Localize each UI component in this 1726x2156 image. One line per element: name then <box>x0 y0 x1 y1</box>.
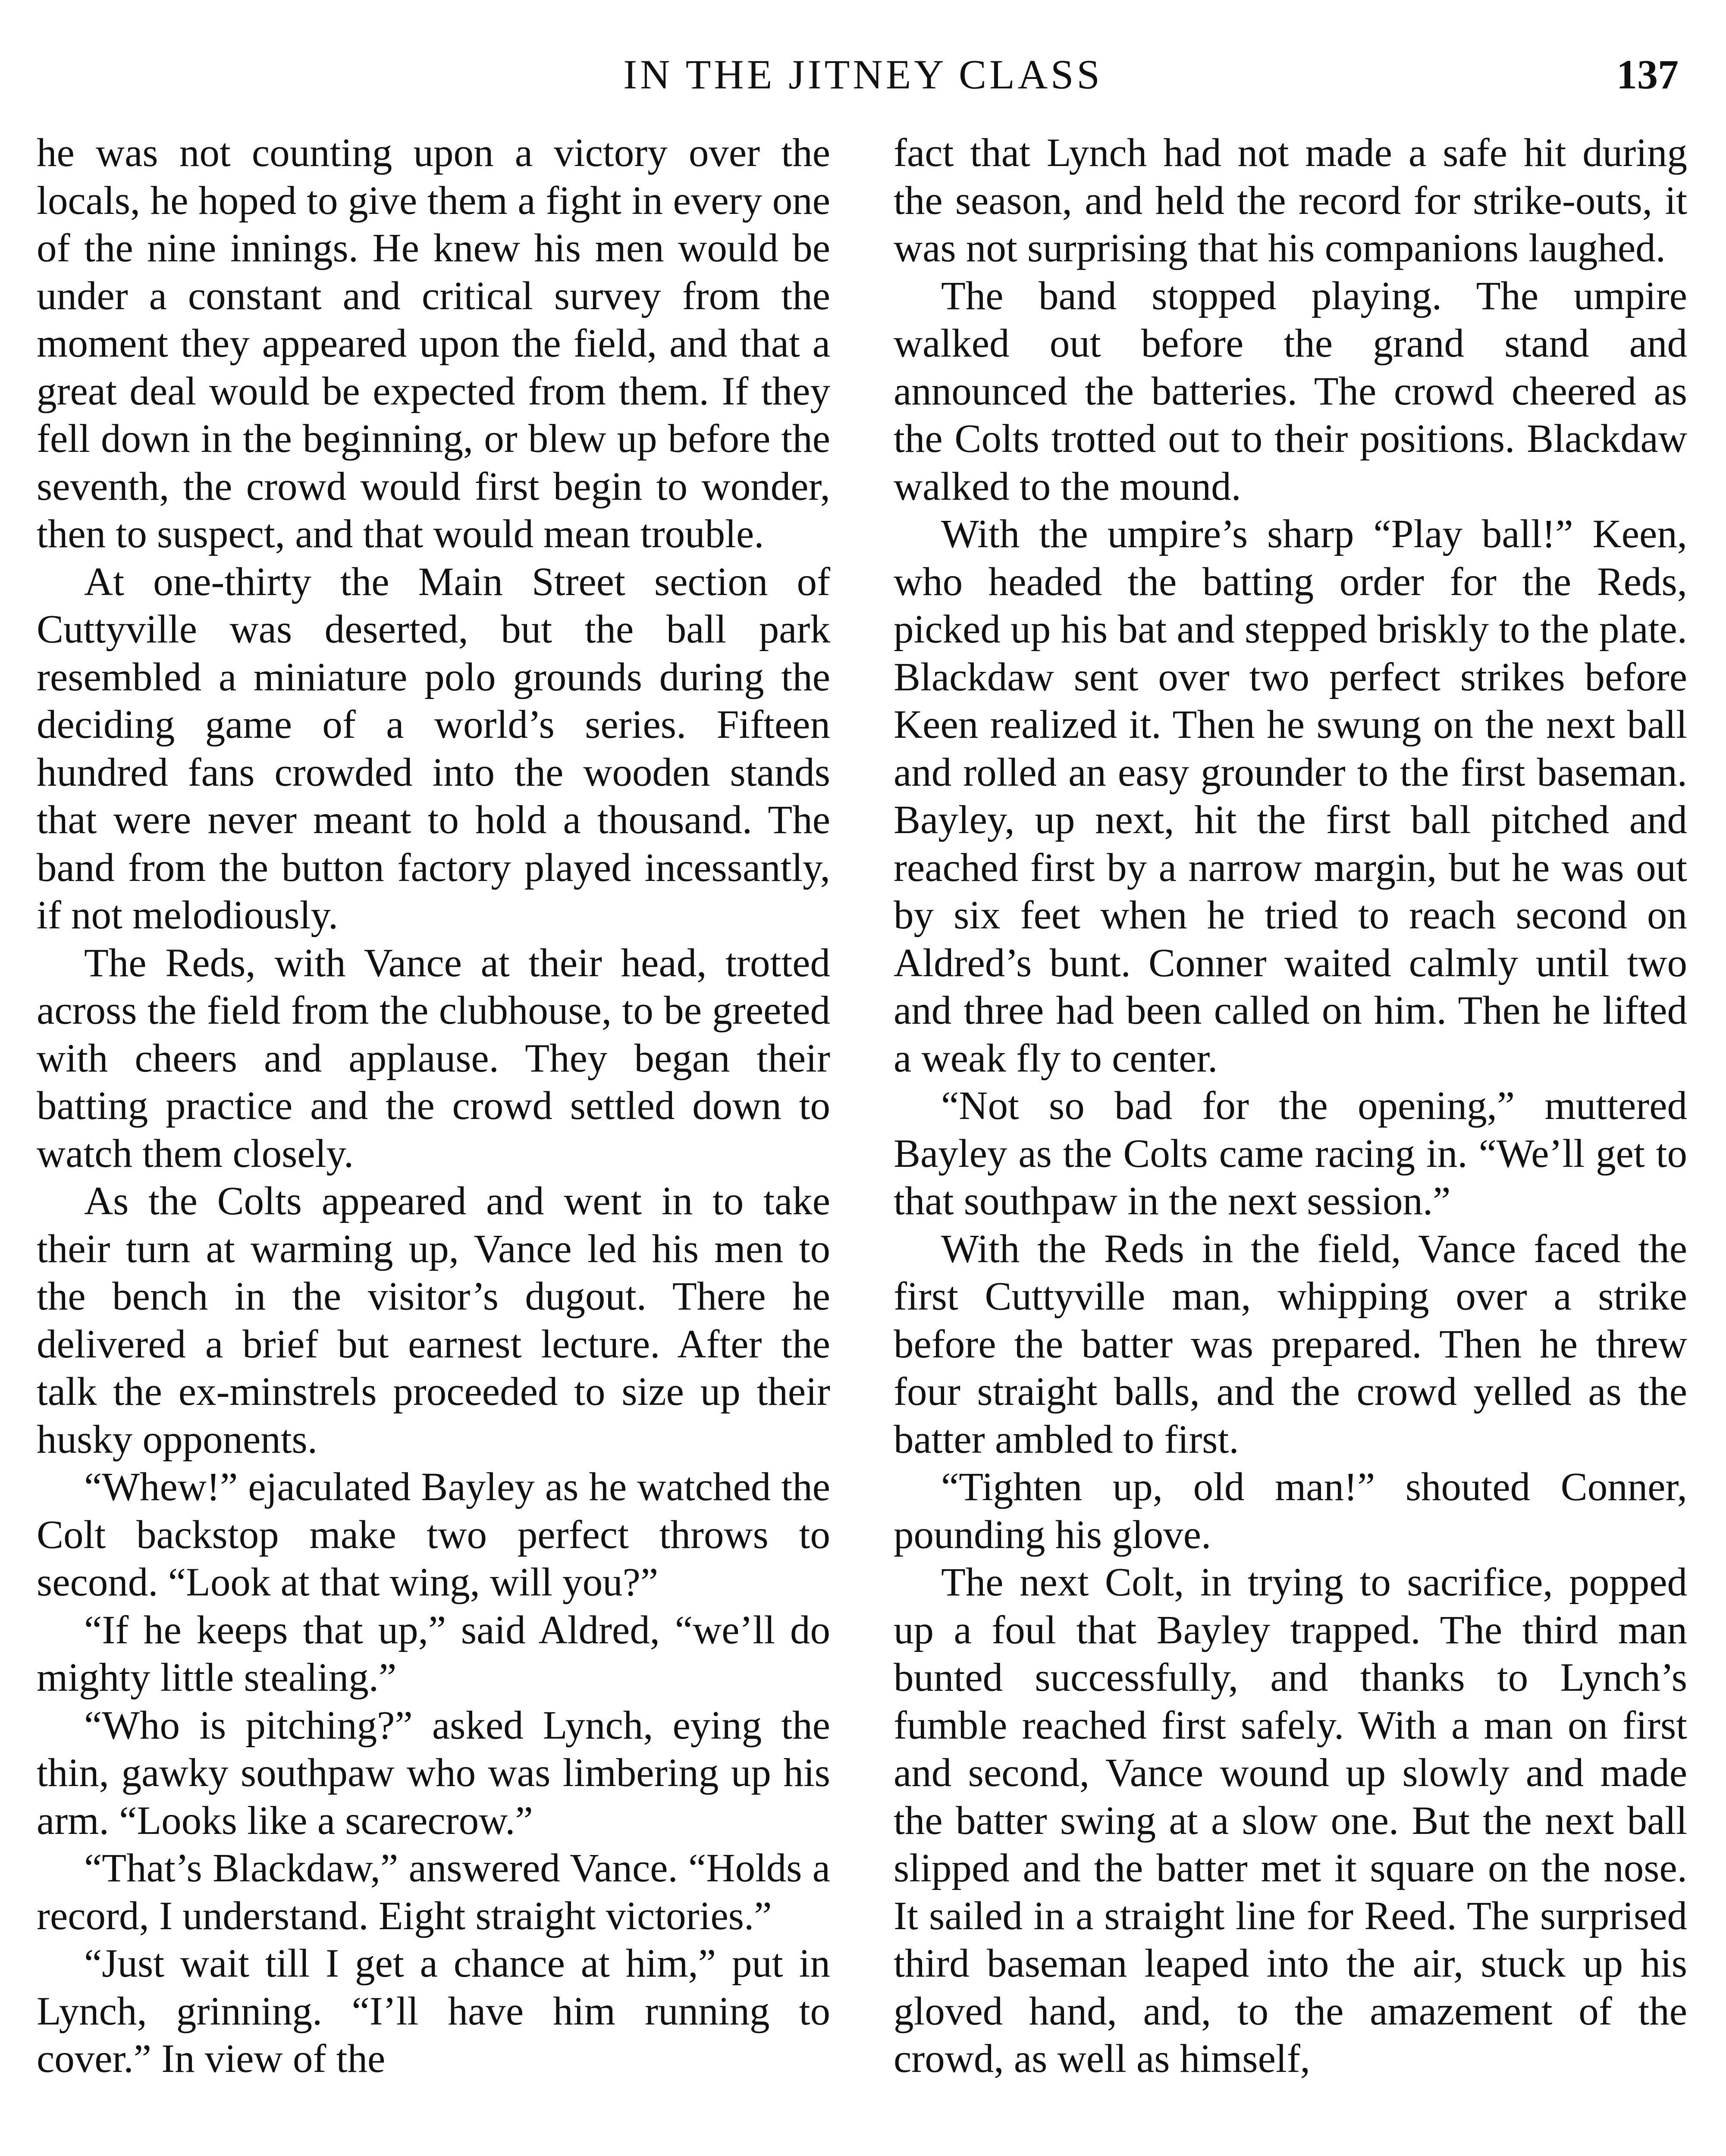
paragraph: The band stopped playing. The umpire walked out before the grand stand and announced the batteries. The crowd cheered as the Colts trotted out to their positions. Blackdaw walked to the mound. <box>894 273 1687 509</box>
right-column <box>894 129 1687 2083</box>
paragraph: “Just wait till I get a chance at him,” put in Lynch, grinning. “I’ll have him running to cover.” In view of the <box>37 1941 830 2081</box>
paragraph: “Whew!” ejaculated Bayley as he watched the Colt backstop make two perfect throws to second. “Look at that wing, will you?” <box>37 1465 830 1604</box>
paragraph: With the Reds in the field, Vance faced the first Cuttyville man, whipping over a strike before the batter was prepared. Then he threw four straight balls, and the crowd yelled as the batter ambled to first. <box>894 1226 1687 1462</box>
running-title: IN THE JITNEY CLASS <box>623 51 1103 97</box>
paragraph: The next Colt, in trying to sacrifice, popped up a foul that Bayley trapped. The third man bunted successfully, and thanks to Lynch’s fumble reached first safely. With a man on first and second, Vance wound up slowly and made the batter swing at a slow one. But the next ball slipped and the batter met it square on the nose. It sailed in a straight line for Reed. The surprised third baseman leaped into the air, stuck up his gloved hand, and, to the amazement of the crowd, as well as himself, <box>894 1560 1687 2081</box>
page-number: 137 <box>1616 51 1679 97</box>
paragraph: he was not counting upon a victory over the locals, he hoped to give them a fight in every one of the nine innings. He knew his men would be under a constant and critical survey from the moment they appeared upon the field, and that a great deal would be expected from them. If they fell down in the beginning, or blew up before the seventh, the crowd would first begin to wonder, then to suspect, and that would mean trouble. <box>37 131 830 556</box>
paragraph: As the Colts appeared and went in to take their turn at warming up, Vance led his men to the bench in the visitor’s dugout. There he delivered a brief but earnest lecture. After the talk the ex-minstrels proceeded to size up their husky opponents. <box>37 1179 830 1462</box>
paragraph: With the umpire’s sharp “Play ball!” Keen, who headed the batting order for the Reds, picked up his bat and stepped briskly to the plate. Blackdaw sent over two perfect strikes before Keen realized it. Then he swung on the next ball and rolled an easy grounder to the first baseman. Bayley, up next, hit the first ball pitched and reached first by a narrow margin, but he was out by six feet when he tried to reach second on Aldred’s bunt. Conner waited calmly until two and three had been called on him. Then he lifted a weak fly to center. <box>894 512 1687 1081</box>
paragraph: “Tighten up, old man!” shouted Conner, pounding his glove. <box>894 1465 1687 1557</box>
left-column <box>37 129 830 2083</box>
paragraph: “That’s Blackdaw,” answered Vance. “Holds a record, I understand. Eight straight victories.” <box>37 1846 830 1938</box>
paragraph: fact that Lynch had not made a safe hit during the season, and held the record for strike-outs, it was not surprising that his companions laughed. <box>894 131 1687 270</box>
paragraph: “Who is pitching?” asked Lynch, eying the thin, gawky southpaw who was limbering up his arm. “Looks like a scarecrow.” <box>37 1703 830 1843</box>
paragraph: At one-thirty the Main Street section of Cuttyville was deserted, but the ball park resembled a miniature polo grounds during the deciding game of a world’s series. Fifteen hundred fans crowded into the wooden stands that were never meant to hold a thousand. The band from the button factory played incessantly, if not melodiously. <box>37 559 830 937</box>
paragraph: The Reds, with Vance at their head, trotted across the field from the clubhouse, to be greeted with cheers and applause. They began their batting practice and the crowd settled down to watch them closely. <box>37 940 830 1176</box>
page-header <box>35 47 1691 103</box>
paragraph: “Not so bad for the opening,” muttered Bayley as the Colts came racing in. “We’ll get to that southpaw in the next session.” <box>894 1084 1687 1223</box>
paragraph: “If he keeps that up,” said Aldred, “we’ll do mighty little stealing.” <box>37 1608 830 1700</box>
